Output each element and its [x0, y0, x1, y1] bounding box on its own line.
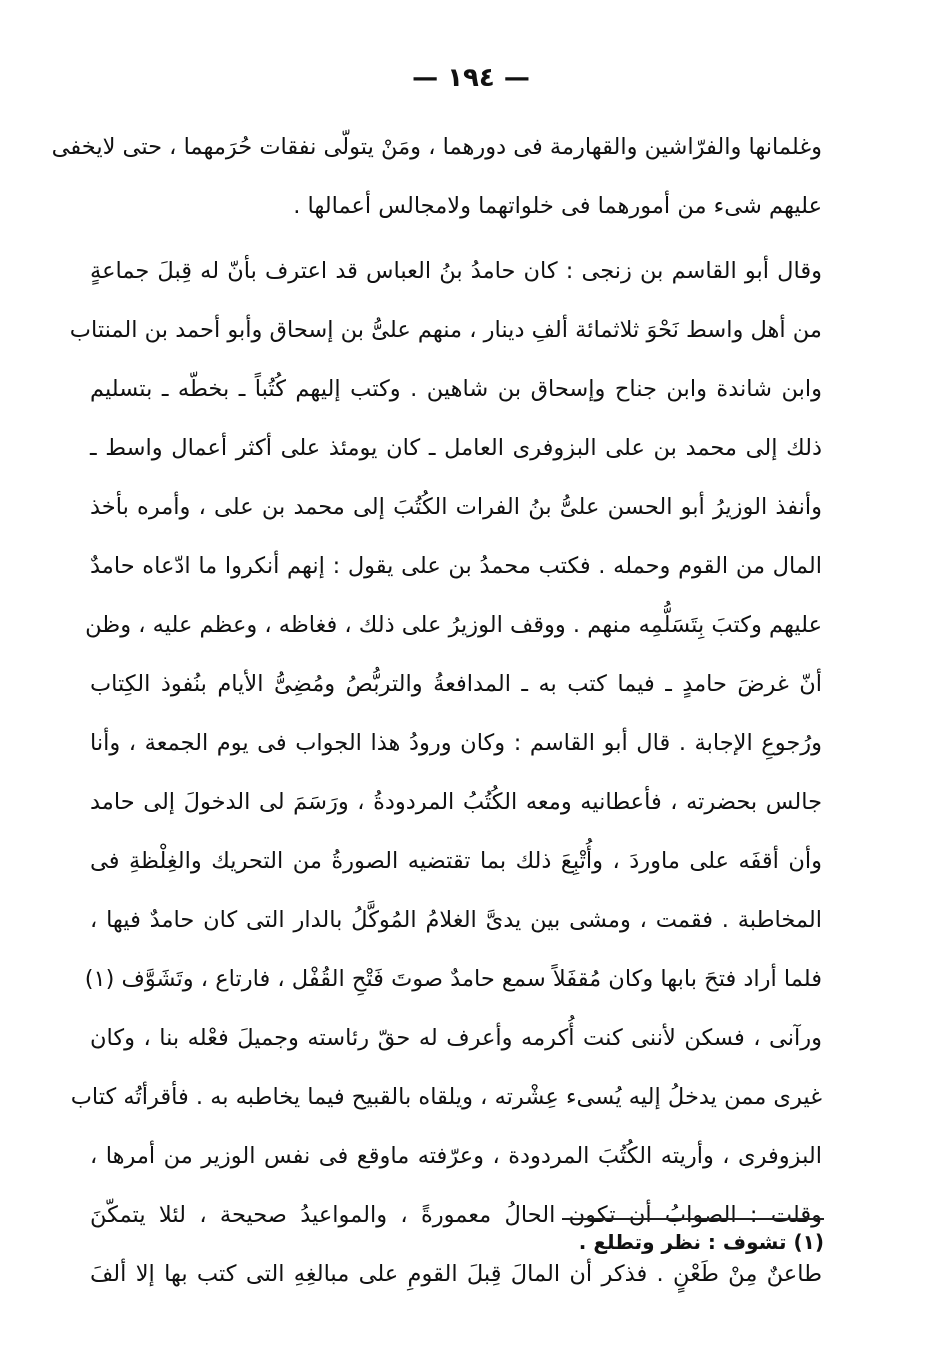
text-line: جالس بحضرته ، فأعطانيه ومعه الكُتُبُ المردودةُ ، ورَسَمَ لى الدخولَ إلى حامد: [90, 789, 822, 815]
text-line: المخاطبة . فقمت ، ومشى بين يدىَّ الغلامُ المُوكَّلُ بالدار التى كان حامدٌ فيها ،: [90, 907, 822, 933]
text-line: طاعنٌ مِنْ طَعْنٍ . فذكر أن المالَ قِبلَ القومِ على مبالغِهِ التى كتب بها إلا ألفَ: [90, 1261, 822, 1287]
text-line: غيرى ممن يدخلُ إليه يُسىء عِشْرته ، ويلقاه بالقبيح فيما يخاطبه به . فأقرأتُه كتاب: [70, 1084, 822, 1110]
text-line: أنّ غرضَ حامدٍ ـ فيما كتب به ـ المدافعةُ والتربُّصُ ومُضِىُّ الأيام بنُفوذ الكِتاب: [90, 671, 822, 697]
text-line: عليهم وكتبَ بِتَسَلُّمِه منهم . ووقف الوزيرُ على ذلك ، فغاظه ، وعظم عليه ، وظن: [85, 612, 822, 638]
text-line: ذلك إلى محمد بن على البزوفرى العامل ـ كان يومئذ على أكثر أعمال واسط ـ: [90, 435, 822, 461]
body-text: [51, 118, 822, 1304]
text-line: وأن أقفَه على ماوردَ ، وأُتْبِعَ ذلك بما تقتضيه الصورةُ من التحريك والغِلْظةِ فى: [90, 848, 822, 874]
paragraph-2: [69, 242, 822, 1304]
text-line: البزوفرى ، وأريته الكُتُبَ المردودة ، وعرّفته ماوقع فى نفس الوزير من أمرها ،: [90, 1143, 822, 1169]
footnote-divider: [562, 1218, 824, 1220]
text-line: وابن شاندة وابن جناح وإسحاق بن شاهين . وكتب إليهم كُتُباً ـ بخطّه ـ بتسليم: [90, 376, 822, 402]
text-line: فلما أراد فتحَ بابها وكان مُقفَلاً سمع حامدٌ صوتَ فَتْحِ القُفْل ، فارتاع ، وتَشَوَّف (١): [84, 966, 822, 992]
text-line: وقال أبو القاسم بن زنجى : كان حامدُ بنُ العباس قد اعترف بأنّ له قِبلَ جماعةٍ: [90, 258, 822, 284]
footnote: (١) تشوف : نظر وتطلع .: [578, 1230, 824, 1254]
text-line: وغلمانها والفرّاشين والقهارمة فى دورهما ، ومَنْ يتولّى نفقات حُرَمهما ، حتى لايخفى: [51, 134, 822, 160]
text-line: من أهل واسط نَحْوَ ثلاثمائة ألفِ دينار ، منهم علىُّ بن إسحاق وأبو أحمد بن المنتاب: [69, 317, 822, 343]
text-line: وأنفذ الوزيرُ أبو الحسن علىُّ بنُ الفرات الكُتُبَ إلى محمد بن على ، وأمره بأخذ: [90, 494, 822, 520]
text-line: وقلت : الصوابُ أن تكون الحالُ معمورةً ، والمواعيدُ صحيحة ، لئلا يتمكّنَ: [90, 1202, 822, 1228]
text-line: ورُجوعِ الإجابة . قال أبو القاسم : وكان ورودُ هذا الجواب فى يوم الجمعة ، وأنا: [90, 730, 822, 756]
paragraph-1: [51, 118, 822, 236]
text-line: ورآنى ، فسكن لأننى كنت أُكرمه وأعرف له حقّ رئاسته وجميلَ فعْله بنا ، وكان: [90, 1025, 822, 1051]
text-line: المال من القوم وحمله . فكتب محمدُ بن على يقول : إنهم أنكروا ما ادّعاه حامدٌ: [90, 553, 822, 579]
text-line: عليهم شىء من أمورهما فى خلواتهما ولامجالس أعمالها .: [293, 193, 822, 219]
page-number: — ١٩٤ —: [412, 63, 530, 93]
